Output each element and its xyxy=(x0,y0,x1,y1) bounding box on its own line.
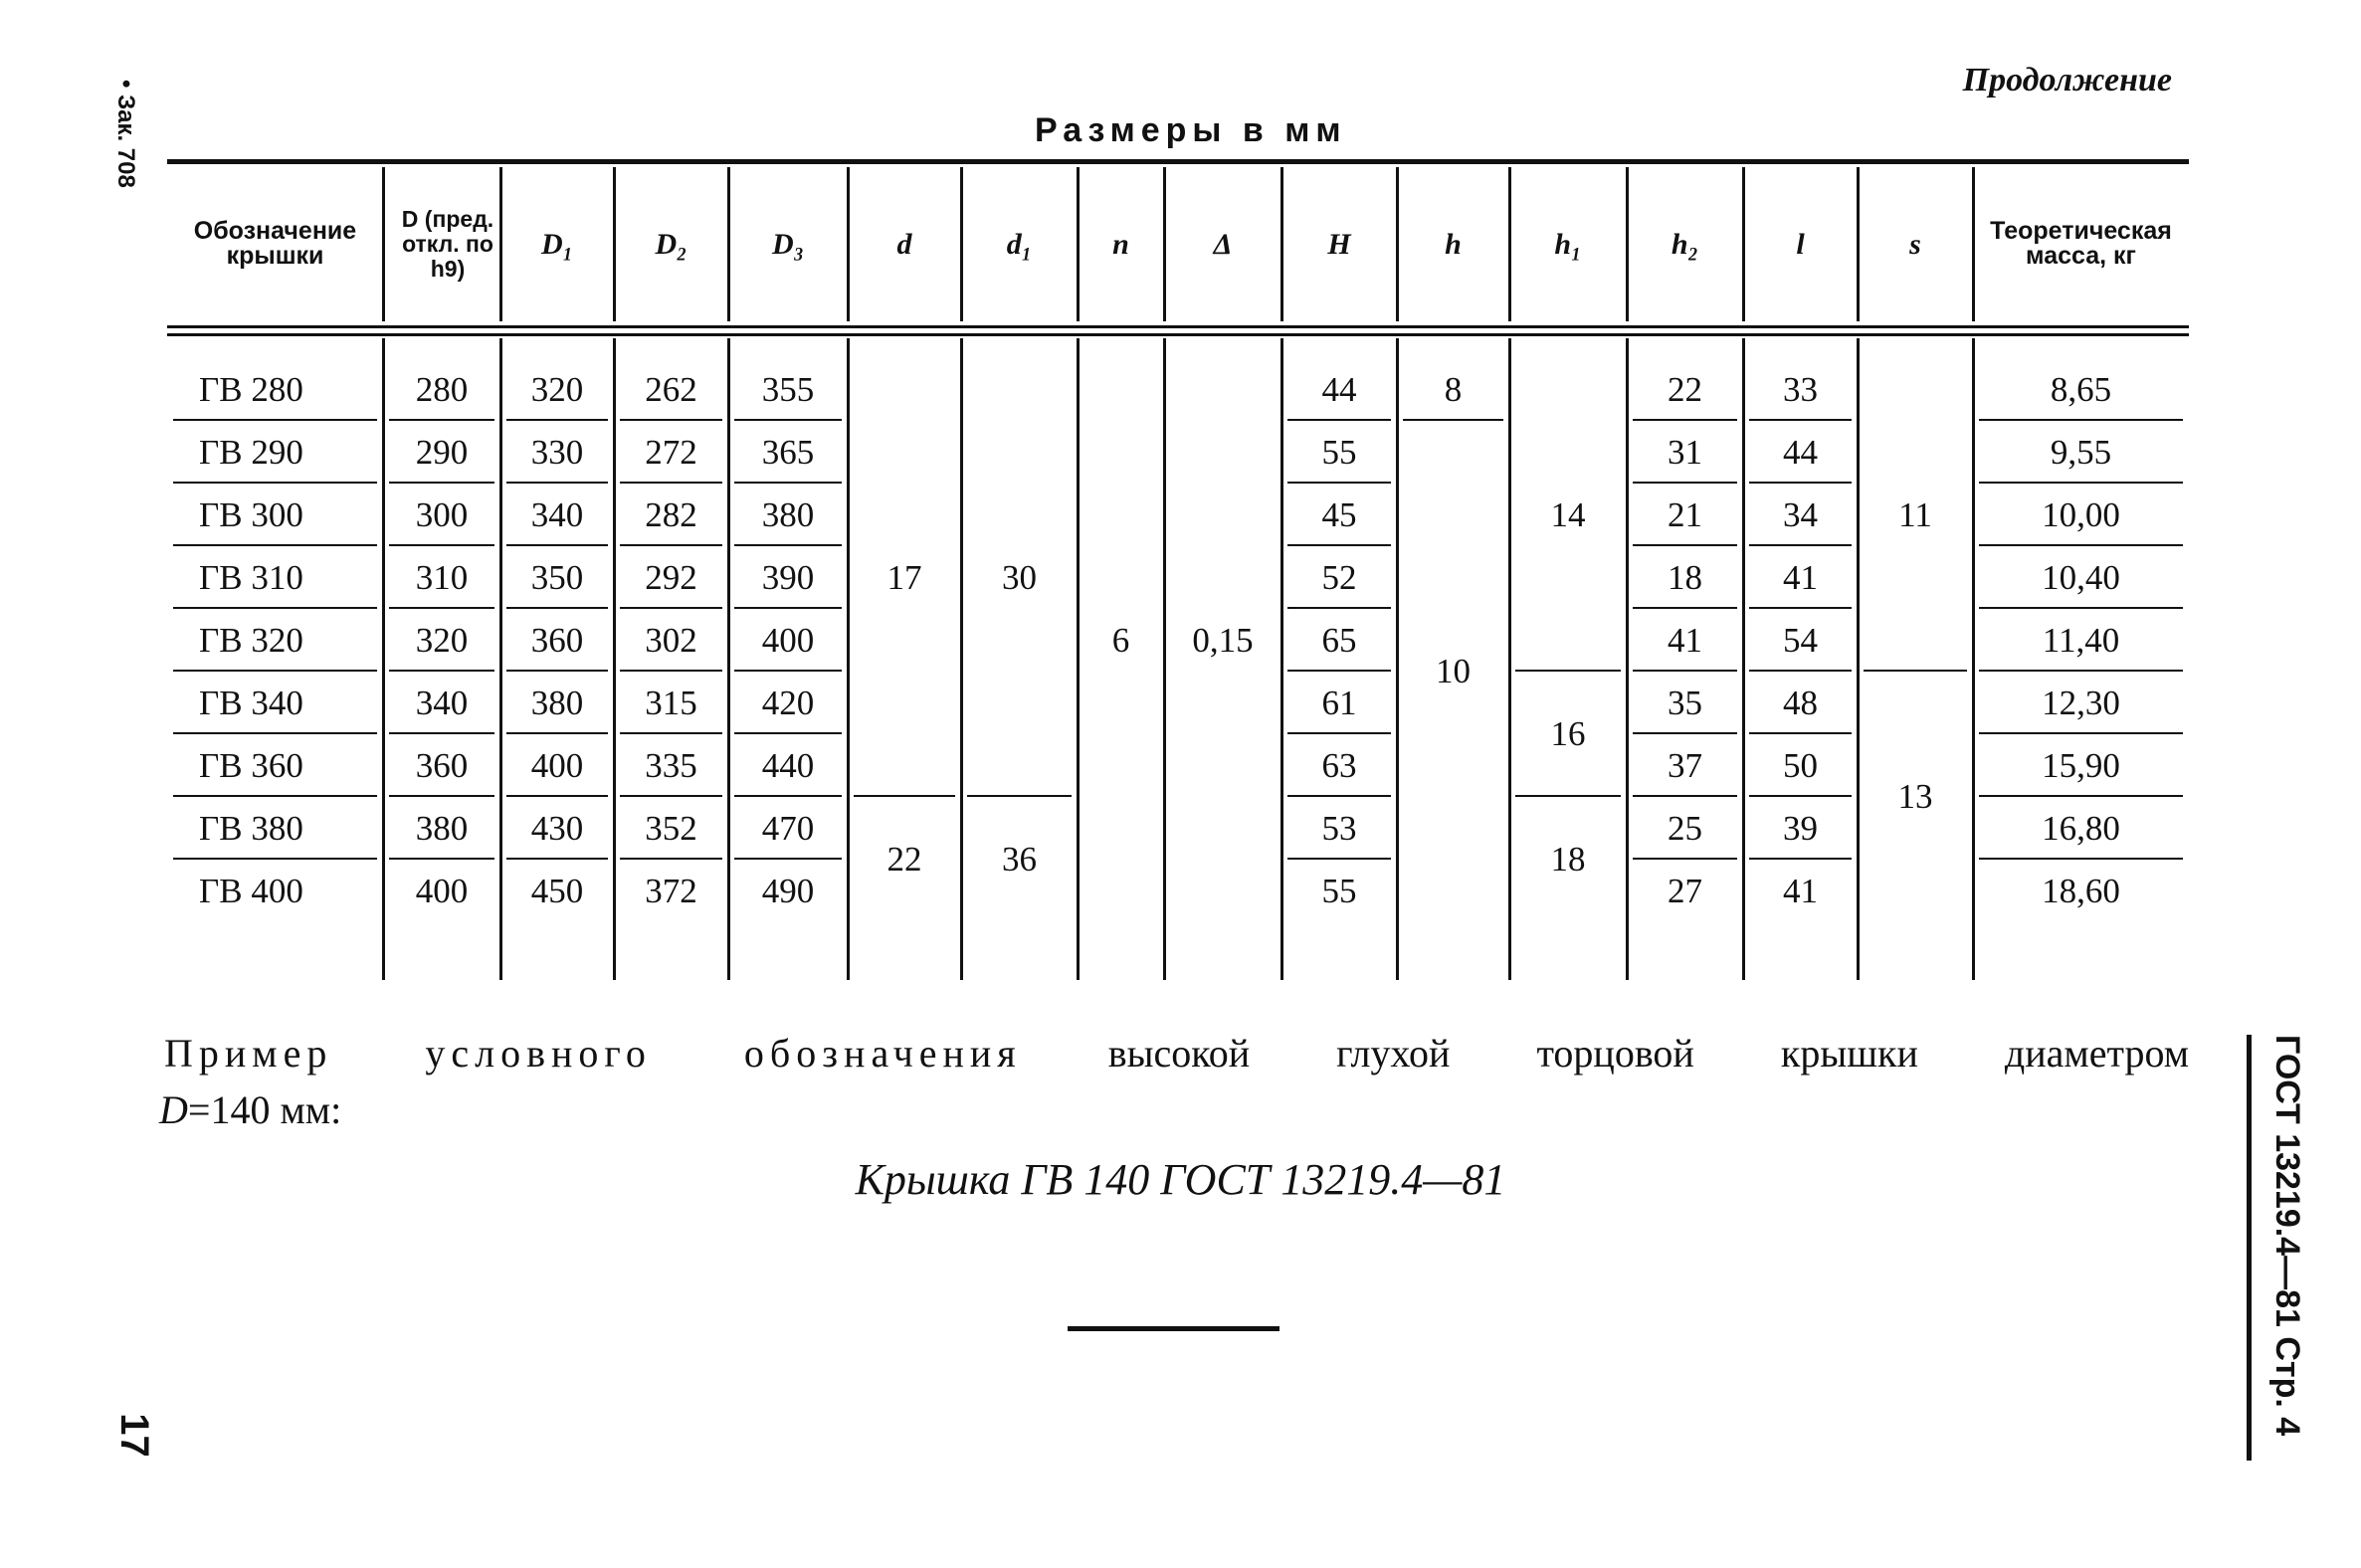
column-header-h xyxy=(1397,164,1509,323)
table-cell-D1: 450 xyxy=(530,871,584,910)
table-cell-D1: 430 xyxy=(530,808,584,848)
column-header-H xyxy=(1281,164,1397,323)
column-header-d xyxy=(848,164,961,323)
column-header-symbol: D₃ xyxy=(771,227,805,261)
column-header-symbol: h₁ xyxy=(1554,227,1582,261)
table-cell-h2: 37 xyxy=(1668,745,1702,785)
table-cell-D2: 272 xyxy=(645,432,697,472)
table-cell-D2: 372 xyxy=(645,871,697,910)
table-cell-H: 44 xyxy=(1321,369,1357,409)
table-cell-label: ГВ 290 xyxy=(199,432,303,472)
table-cell-D3: 380 xyxy=(761,494,815,534)
column-divider xyxy=(382,167,385,321)
table-cell-h2: 27 xyxy=(1668,871,1702,910)
table-cell-D2: 282 xyxy=(645,494,697,534)
table-cell-D2: 262 xyxy=(645,369,697,409)
example-rest: высокой глухой торцовой крышки диаметром xyxy=(1107,1031,2190,1076)
table-cell-D: 280 xyxy=(415,369,469,409)
column-divider xyxy=(1857,167,1860,321)
table-cell-D2: 315 xyxy=(645,683,697,722)
table-cell-D1: 360 xyxy=(530,620,584,660)
table-cell-h2: 22 xyxy=(1668,369,1702,409)
table-cell-mass: 11,40 xyxy=(2042,620,2120,660)
units-caption: Размеры в мм xyxy=(1035,111,1347,149)
column-header-h2 xyxy=(1627,164,1743,323)
table-cell-h2: 21 xyxy=(1668,494,1702,534)
table-cell-h2: 35 xyxy=(1668,683,1702,722)
table-cell-label: ГВ 360 xyxy=(199,745,303,785)
column-header-D: D (пред. откл. по h9) xyxy=(401,205,494,282)
continuation-label: Продолжение xyxy=(1962,62,2172,98)
sidebar-rule xyxy=(2247,1035,2252,1461)
column-header-symbol: D₁ xyxy=(540,227,574,261)
table-cell-D2: 302 xyxy=(645,620,697,660)
table-cell-h2: 18 xyxy=(1668,557,1702,597)
page-number xyxy=(111,1413,156,1458)
table-cell-D3: 440 xyxy=(761,745,815,785)
table-cell-H: 55 xyxy=(1321,871,1357,910)
table-cell-label: ГВ 310 xyxy=(199,557,303,597)
example-lead: Пример условного обозначения xyxy=(164,1031,1022,1076)
print-order-mark xyxy=(109,80,149,279)
example-diameter-text: =140 мм: xyxy=(187,1087,342,1132)
column-header-n xyxy=(1078,164,1164,323)
table-cell-mass: 18,60 xyxy=(2042,871,2120,910)
merged-cell-s: 11 xyxy=(1898,494,1932,534)
column-divider xyxy=(727,167,730,321)
example-paragraph xyxy=(164,1030,2189,1077)
table-cell-H: 65 xyxy=(1321,620,1357,660)
column-divider xyxy=(1077,167,1080,321)
column-header-symbol: l xyxy=(1796,227,1805,261)
table-cell-D3: 390 xyxy=(761,557,815,597)
column-header-symbol: n xyxy=(1112,227,1129,261)
column-header-mass: Теоретическая масса, кг xyxy=(1990,217,2172,270)
column-header-symbol: H xyxy=(1327,227,1351,261)
table-cell-H: 53 xyxy=(1321,808,1357,848)
column-header-symbol: d xyxy=(896,227,912,261)
table-cell-h2: 41 xyxy=(1668,620,1702,660)
table-cell-mass: 9,55 xyxy=(2050,432,2112,472)
table-cell-D: 290 xyxy=(415,432,469,472)
column-divider xyxy=(847,167,850,321)
table-cell-D2: 292 xyxy=(645,557,697,597)
column-header-D3 xyxy=(728,164,848,323)
table-cell-D1: 350 xyxy=(530,557,584,597)
merged-cell-s: 13 xyxy=(1897,777,1933,816)
table-cell-D1: 320 xyxy=(530,369,584,409)
merged-cell-h1: 14 xyxy=(1550,494,1586,534)
table-cell-l: 44 xyxy=(1783,432,1818,472)
column-header-symbol: h xyxy=(1445,227,1462,261)
column-header-symbol: D₂ xyxy=(655,227,688,261)
column-divider xyxy=(1163,167,1166,321)
column-header-D2 xyxy=(614,164,728,323)
column-divider xyxy=(1626,167,1629,321)
merged-cell-n: 6 xyxy=(1111,620,1130,660)
merged-cell-h1: 16 xyxy=(1550,714,1586,753)
standard-sidebar xyxy=(2247,1035,2306,1453)
column-divider xyxy=(960,167,963,321)
table-cell-D1: 340 xyxy=(530,494,584,534)
table-cell-H: 63 xyxy=(1321,745,1357,785)
table-cell-H: 61 xyxy=(1321,683,1357,722)
merged-cell-h: 8 xyxy=(1444,369,1463,409)
column-header-label: Обозначение крышки xyxy=(193,217,357,270)
example-diameter: D=140 мм: xyxy=(159,1087,342,1132)
table-cell-l: 48 xyxy=(1783,683,1818,722)
table-cell-label: ГВ 280 xyxy=(199,369,303,409)
table-cell-H: 55 xyxy=(1321,432,1357,472)
merged-cell-d1: 30 xyxy=(1002,557,1037,597)
column-header-delta xyxy=(1164,164,1281,323)
table-cell-l: 33 xyxy=(1783,369,1818,409)
column-divider xyxy=(1508,167,1511,321)
table-cell-mass: 10,00 xyxy=(2042,494,2120,534)
table-cell-D2: 335 xyxy=(645,745,697,785)
table-cell-H: 45 xyxy=(1321,494,1357,534)
table-cell-label: ГВ 300 xyxy=(199,494,303,534)
table-cell-l: 34 xyxy=(1783,494,1818,534)
merged-cell-d: 22 xyxy=(886,840,922,879)
column-header-symbol: d₁ xyxy=(1006,227,1033,261)
table-cell-D3: 420 xyxy=(761,683,815,722)
table-cell-l: 41 xyxy=(1783,557,1818,597)
merged-cell-delta: 0,15 xyxy=(1192,620,1254,660)
designation-example: Крышка ГВ 140 ГОСТ 13219.4—81 xyxy=(855,1155,1506,1204)
column-header-symbol: Δ xyxy=(1213,227,1233,261)
column-divider xyxy=(1396,167,1399,321)
table-cell-D3: 490 xyxy=(761,871,815,910)
print-order-text: • Зак. 708 xyxy=(112,80,139,188)
merged-cell-d1: 36 xyxy=(1002,840,1037,879)
table-cell-D: 360 xyxy=(415,745,469,785)
standard-page-label: ГОСТ 13219.4—81 Стр. 4 xyxy=(2268,1035,2306,1437)
column-header-l xyxy=(1743,164,1858,323)
column-header-symbol: s xyxy=(1909,227,1921,261)
column-divider xyxy=(1972,167,1975,321)
merged-cell-d: 17 xyxy=(886,557,922,597)
table-cell-D3: 365 xyxy=(761,432,815,472)
table-cell-mass: 12,30 xyxy=(2042,683,2120,722)
table-cell-h2: 31 xyxy=(1668,432,1702,472)
column-header-D1 xyxy=(500,164,614,323)
table-cell-l: 54 xyxy=(1783,620,1818,660)
table-cell-H: 52 xyxy=(1321,557,1357,597)
table-cell-mass: 16,80 xyxy=(2042,808,2120,848)
table-cell-D3: 470 xyxy=(761,808,815,848)
page-number-text: 17 xyxy=(111,1413,156,1458)
table-cell-l: 50 xyxy=(1783,745,1818,785)
column-header-d1 xyxy=(961,164,1078,323)
merged-cell-h1: 18 xyxy=(1550,840,1586,879)
table-cell-label: ГВ 340 xyxy=(199,683,303,722)
column-divider xyxy=(613,167,616,321)
column-divider xyxy=(1280,167,1283,321)
table-cell-D3: 355 xyxy=(761,369,815,409)
table-cell-D1: 380 xyxy=(530,683,584,722)
table-cell-mass: 10,40 xyxy=(2042,557,2120,597)
table-cell-D: 340 xyxy=(415,683,469,722)
column-header-symbol: h₂ xyxy=(1671,227,1699,261)
table-cell-D1: 400 xyxy=(530,745,584,785)
merged-cell-h: 10 xyxy=(1436,652,1471,690)
end-rule xyxy=(1068,1326,1279,1331)
table-cell-D: 380 xyxy=(415,808,469,848)
table-cell-D3: 400 xyxy=(761,620,815,660)
table-cell-l: 41 xyxy=(1783,871,1818,910)
column-divider xyxy=(1742,167,1745,321)
column-header-s xyxy=(1858,164,1973,323)
table-cell-D1: 330 xyxy=(530,432,584,472)
table-cell-h2: 25 xyxy=(1668,808,1702,848)
table-cell-D: 400 xyxy=(415,871,469,910)
table-cell-l: 39 xyxy=(1783,808,1818,848)
column-divider xyxy=(499,167,502,321)
column-header-h1 xyxy=(1509,164,1627,323)
header-rule xyxy=(167,325,2189,328)
table-cell-label: ГВ 380 xyxy=(199,808,303,848)
table-cell-D2: 352 xyxy=(645,808,697,848)
table-cell-mass: 8,65 xyxy=(2050,369,2112,409)
table-cell-D: 300 xyxy=(415,494,469,534)
table-cell-label: ГВ 400 xyxy=(199,871,303,910)
table-cell-mass: 15,90 xyxy=(2042,745,2120,785)
header-rule-double xyxy=(167,333,2189,336)
table-cell-label: ГВ 320 xyxy=(199,620,303,660)
table-cell-D: 310 xyxy=(415,557,469,597)
table-cell-D: 320 xyxy=(415,620,469,660)
